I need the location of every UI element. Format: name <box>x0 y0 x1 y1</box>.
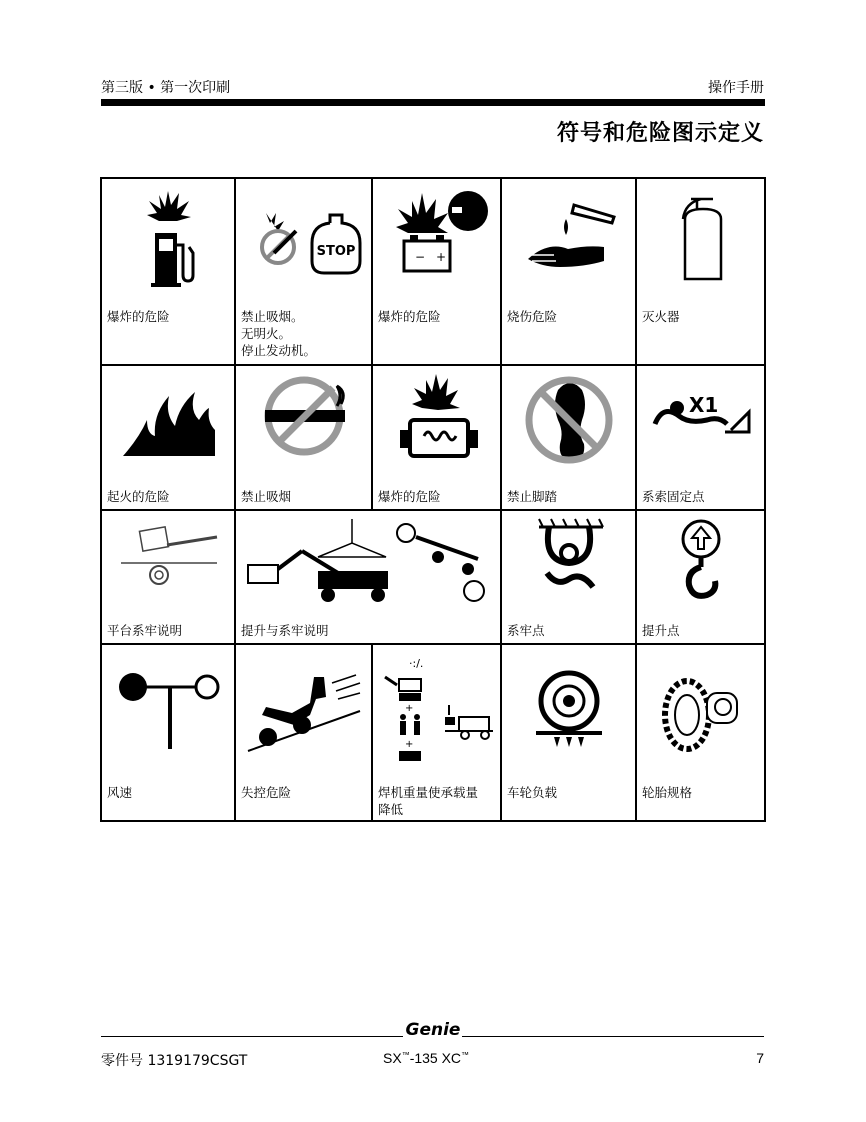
symbol-cell <box>101 178 235 365</box>
fire-icon <box>102 370 234 460</box>
cell-caption: 禁止脚踏 <box>507 489 558 504</box>
no-smoking-icon <box>236 370 371 460</box>
symbol-cell <box>101 365 235 510</box>
cell-caption: 风速 <box>107 785 133 800</box>
cell-caption: 轮胎规格 <box>642 785 693 800</box>
symbol-cell <box>501 365 636 510</box>
symbol-cell <box>101 510 235 644</box>
tiedown-point-icon <box>502 515 635 605</box>
symbol-cell <box>235 644 372 821</box>
platform-tiedown-icon <box>102 515 234 595</box>
symbol-cell <box>501 644 636 821</box>
lifting-point-icon <box>637 515 764 605</box>
symbol-cell <box>636 644 765 821</box>
footer-page-number: 7 <box>756 1050 764 1066</box>
explosion-fuel-pump-icon <box>102 183 234 293</box>
welder-weight-icon <box>373 649 500 769</box>
cell-caption: 灭火器 <box>642 309 680 324</box>
footer-rule-right <box>462 1036 764 1037</box>
fire-extinguisher-icon <box>637 183 764 283</box>
cell-caption: 禁止吸烟。 无明火。 停止发动机。 <box>241 309 317 358</box>
symbol-cell <box>235 365 372 510</box>
svg-text:+: + <box>404 703 413 714</box>
cell-caption: 提升点 <box>642 623 680 638</box>
header-rule <box>101 99 765 106</box>
cell-caption: 爆炸的危险 <box>378 309 441 324</box>
symbol-cell <box>101 644 235 821</box>
cell-caption: 禁止吸烟 <box>241 489 292 504</box>
no-step-icon <box>502 370 635 470</box>
symbol-cell <box>501 510 636 644</box>
symbol-cell <box>636 178 765 365</box>
cell-caption: 车轮负载 <box>507 785 558 800</box>
explosion-battery-icon <box>373 183 500 283</box>
symbol-table <box>100 177 766 822</box>
footer-part-number: 零件号 1319179CSGT <box>101 1053 248 1069</box>
lanyard-anchor-icon <box>637 370 764 450</box>
symbol-cell <box>235 510 501 644</box>
cell-caption: 焊机重量使承载量 降低 <box>378 785 479 817</box>
symbol-cell <box>372 178 501 365</box>
svg-text:−: − <box>414 250 425 264</box>
symbol-cell <box>636 365 765 510</box>
cell-caption: 系牢点 <box>507 623 545 638</box>
lift-tiedown-icon <box>236 513 500 613</box>
trademark-mark: ™ <box>401 1050 410 1060</box>
wind-speed-icon <box>102 665 234 755</box>
footer-rule-left <box>101 1036 403 1037</box>
cell-caption: 爆炸的危险 <box>107 309 170 324</box>
chemical-burn-icon <box>502 183 635 283</box>
loss-of-control-icon <box>236 667 371 757</box>
cell-caption: 烧伤危险 <box>507 309 558 324</box>
header-manual: 操作手册 <box>708 80 764 96</box>
wheel-load-icon <box>502 663 635 763</box>
no-smoking-stop-icon <box>236 183 371 283</box>
cell-caption: 起火的危险 <box>107 489 170 504</box>
cell-caption: 系索固定点 <box>642 489 705 504</box>
cell-caption: 爆炸的危险 <box>378 489 441 504</box>
footer-model <box>383 1050 469 1066</box>
header-edition: 第三版 • 第一次印刷 <box>101 80 231 96</box>
symbol-cell <box>372 644 501 821</box>
symbol-cell <box>501 178 636 365</box>
svg-text:STOP: STOP <box>316 244 355 259</box>
cell-caption: 提升与系牢说明 <box>241 623 329 638</box>
svg-text:·:/.: ·:/. <box>408 657 423 670</box>
cell-caption: 平台系牢说明 <box>107 623 183 638</box>
svg-text:X1: X1 <box>688 393 718 417</box>
svg-text:+: + <box>404 739 413 750</box>
trademark-mark: ™ <box>461 1050 470 1060</box>
tire-spec-icon <box>637 667 764 757</box>
page-title: 符号和危险图示定义 <box>556 121 764 146</box>
symbol-cell <box>636 510 765 644</box>
explosion-engine-icon <box>373 370 500 470</box>
cell-caption: 失控危险 <box>241 785 292 800</box>
symbol-cell <box>372 365 501 510</box>
model-suffix: -135 XC <box>409 1050 462 1066</box>
symbol-cell <box>235 178 372 365</box>
svg-text:+: + <box>435 250 446 264</box>
genie-logo: Genie <box>405 1020 461 1040</box>
model-prefix: SX <box>383 1050 402 1066</box>
